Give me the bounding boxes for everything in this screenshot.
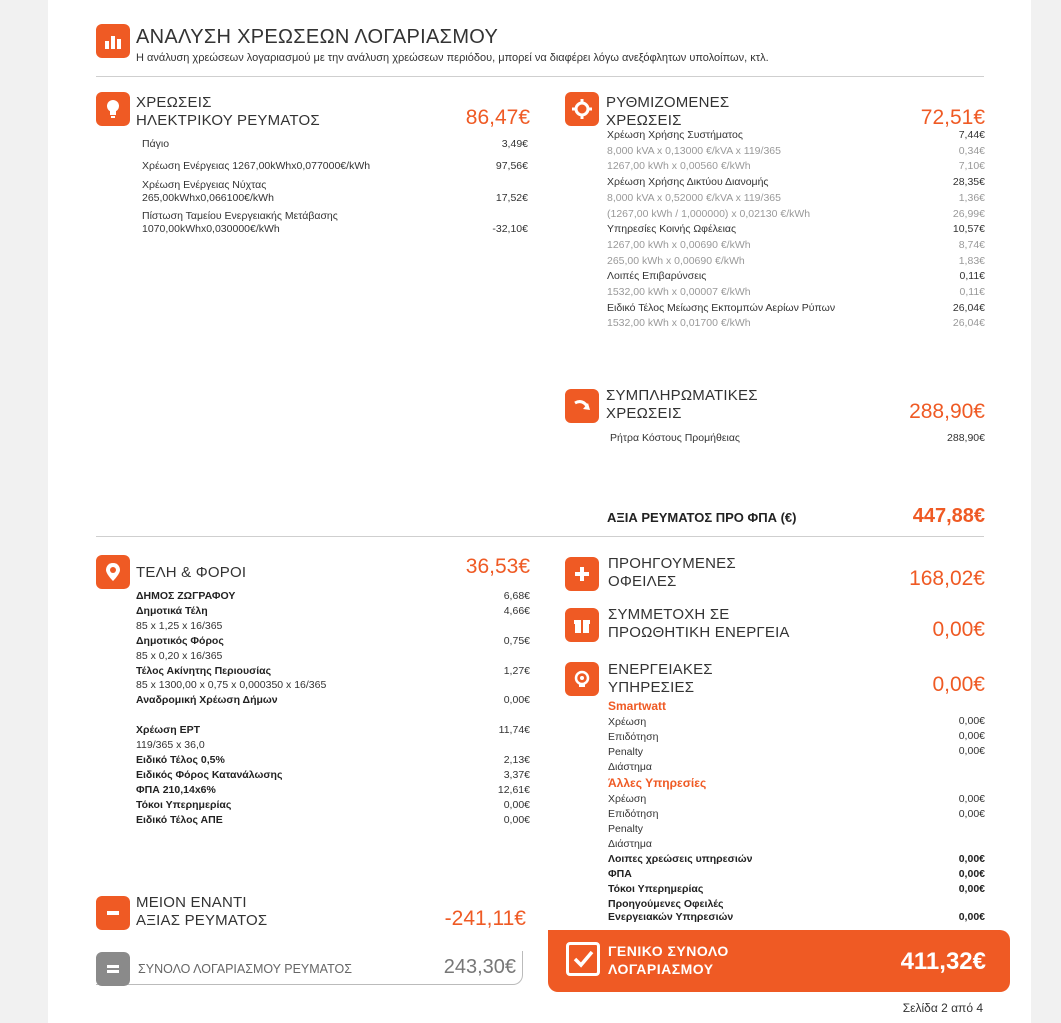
other-service-row-label: Επιδότηση bbox=[608, 808, 659, 820]
tax-row-value: 11,74€ bbox=[498, 724, 530, 737]
minus-amount: -241,11€ bbox=[444, 907, 526, 930]
elec-row-value: 97,56€ bbox=[495, 160, 528, 172]
regulated-row-label: Χρέωση Χρήσης Δικτύου Διανομής bbox=[607, 176, 769, 189]
previous-amount: 168,02€ bbox=[909, 567, 985, 590]
smartwatt-row-value: 0,00€ bbox=[958, 745, 985, 757]
smartwatt-row-label: Χρέωση bbox=[608, 716, 647, 728]
other-services-heading: Άλλες Υπηρεσίες bbox=[608, 776, 707, 790]
bill-total-value: 243,30€ bbox=[443, 956, 516, 978]
tax-row-value: 0,75€ bbox=[503, 634, 530, 647]
taxes-amount: 36,53€ bbox=[465, 555, 530, 578]
tax-row-label: 85 x 1,25 x 16/365 bbox=[136, 619, 223, 632]
elec-row-label: Χρέωση Ενέργειας 1267,00kWhx0,077000€/kWh bbox=[142, 160, 371, 172]
tax-row-label: ΦΠΑ 210,14x6% bbox=[136, 783, 216, 796]
page-number: Σελίδα 2 από 4 bbox=[902, 1001, 983, 1015]
energy-summary-label: ΦΠΑ bbox=[608, 868, 632, 880]
regulated-row-label: Λοιπές Επιβαρύνσεις bbox=[607, 270, 707, 283]
supplementary-row-label: Ρήτρα Κόστους Προμήθειας bbox=[610, 432, 740, 444]
smartwatt-row-value: 0,00€ bbox=[958, 730, 985, 742]
regulated-row-label: 1267,00 kWh x 0,00560 €/kWh bbox=[607, 160, 751, 173]
regulated-row-value: 10,57€ bbox=[952, 223, 985, 236]
regulated-row-label: Υπηρεσίες Κοινής Ωφέλειας bbox=[607, 223, 737, 236]
tax-row-label: Ειδικό Τέλος ΑΠΕ bbox=[136, 813, 223, 826]
regulated-row-value: 7,44€ bbox=[958, 129, 985, 141]
regulated-row-label: Ειδικό Τέλος Μείωσης Εκπομπών Αερίων Ρύπων bbox=[607, 301, 836, 314]
tax-row-label: 85 x 0,20 x 16/365 bbox=[136, 649, 223, 662]
chart-icon bbox=[96, 24, 130, 58]
bill-total-label: ΣΥΝΟΛΟ ΛΟΓΑΡΙΑΣΜΟΥ ΡΕΥΜΑΤΟΣ bbox=[138, 962, 352, 976]
tax-row-value: 3,37€ bbox=[503, 768, 530, 781]
regulated-row-value: 26,04€ bbox=[952, 317, 985, 330]
regulated-row-value: 28,35€ bbox=[952, 176, 985, 189]
smartwatt-row-label: Επιδότηση bbox=[608, 731, 659, 743]
regulated-row-label: (1267,00 kWh / 1,000000) x 0,02130 €/kWh bbox=[607, 207, 811, 220]
smartwatt-row-label: Διάστημα bbox=[608, 761, 653, 773]
energy-services-title: ΕΝΕΡΓΕΙΑΚΕΣ ΥΠΗΡΕΣΙΕΣ bbox=[608, 661, 713, 696]
tax-row-label: Αναδρομική Χρέωση Δήμων bbox=[136, 694, 278, 707]
tax-row-label: Ειδικός Φόρος Κατανάλωσης bbox=[136, 768, 283, 781]
other-service-row-label: Διάστημα bbox=[608, 838, 653, 850]
gear-icon bbox=[565, 92, 599, 126]
tax-row-value: 2,13€ bbox=[503, 753, 530, 766]
participation-title: ΣΥΜΜΕΤΟΧΗ ΣΕ ΠΡΟΩΘΗΤΙΚΗ ΕΝΕΡΓΕΙΑ bbox=[608, 606, 790, 641]
electricity-title: ΧΡΕΩΣΕΙΣ ΗΛΕΚΤΡΙΚΟΥ ΡΕΥΜΑΤΟΣ bbox=[136, 94, 320, 129]
regulated-row-value: 8,74€ bbox=[958, 238, 985, 251]
tax-row-label: ΔΗΜΟΣ ΖΩΓΡΑΦΟΥ bbox=[136, 590, 236, 602]
energy-services-icon bbox=[565, 662, 599, 696]
tax-row-value: 1,27€ bbox=[503, 664, 530, 677]
elec-row-label: Πίστωση Ταμείου Ενεργειακής Μετάβασης 1070,00kWhx0,030000€/kWh bbox=[142, 210, 338, 235]
tax-row-label: Τέλος Ακίνητης Περιουσίας bbox=[136, 664, 272, 677]
taxes-title: ΤΕΛΗ & ΦΟΡΟΙ bbox=[136, 564, 247, 581]
tax-row-value: 0,00€ bbox=[503, 798, 530, 811]
energy-prev-debt-label: Προηγούμενες Οφειλές bbox=[608, 898, 724, 910]
page-title: ΑΝΑΛΥΣΗ ΧΡΕΩΣΕΩΝ ΛΟΓΑΡΙΑΣΜΟΥ bbox=[136, 26, 499, 48]
arrow-curve-icon bbox=[565, 389, 599, 423]
tax-row-value: 6,68€ bbox=[503, 590, 530, 602]
tax-row-value: 12,61€ bbox=[497, 783, 530, 796]
subtotal-label: ΑΞΙΑ ΡΕΥΜΑΤΟΣ ΠΡΟ ΦΠΑ (€) bbox=[607, 510, 797, 525]
regulated-row-value: 1,83€ bbox=[958, 254, 985, 267]
tax-row-value: 4,66€ bbox=[503, 604, 530, 617]
elec-row-value: 17,52€ bbox=[495, 192, 528, 204]
other-service-row-value: 0,00€ bbox=[958, 808, 985, 820]
other-service-row-label: Penalty bbox=[608, 823, 644, 835]
grand-total-value: 411,32€ bbox=[900, 948, 986, 975]
regulated-row-label: 8,000 kVA x 0,13000 €/kVA x 119/365 bbox=[607, 144, 781, 157]
supplementary-title: ΣΥΜΠΛΗΡΩΜΑΤΙΚΕΣ ΧΡΕΩΣΕΙΣ bbox=[606, 387, 758, 422]
regulated-row-label: 1267,00 kWh x 0,00690 €/kWh bbox=[607, 238, 751, 251]
energy-summary-value: 0,00€ bbox=[958, 883, 985, 895]
tax-row-label: 85 x 1300,00 x 0,75 x 0,000350 x 16/365 bbox=[136, 679, 327, 692]
other-service-row-label: Χρέωση bbox=[608, 793, 647, 805]
tax-row-label: Χρέωση ΕΡΤ bbox=[136, 724, 201, 737]
supplementary-amount: 288,90€ bbox=[909, 400, 985, 423]
subtotal-value: 447,88€ bbox=[912, 505, 985, 527]
elec-row-label: Χρέωση Ενέργειας Νύχτας 265,00kWhx0,066100€/kWh bbox=[142, 179, 274, 204]
regulated-row-value: 0,11€ bbox=[959, 270, 985, 283]
other-service-row-value: 0,00€ bbox=[958, 793, 985, 805]
supplementary-row-value: 288,90€ bbox=[947, 432, 985, 444]
grand-total-title: ΓΕΝΙΚΟ ΣΥΝΟΛΟ ΛΟΓΑΡΙΑΣΜΟΥ bbox=[608, 943, 729, 977]
previous-title: ΠΡΟΗΓΟΥΜΕΝΕΣ ΟΦΕΙΛΕΣ bbox=[608, 555, 736, 590]
elec-row-label: Πάγιο bbox=[142, 138, 170, 150]
regulated-row-value: 0,34€ bbox=[958, 144, 985, 157]
regulated-title: ΡΥΘΜΙΖΟΜΕΝΕΣ ΧΡΕΩΣΕΙΣ bbox=[606, 94, 730, 129]
gift-icon bbox=[565, 608, 599, 642]
energy-summary-label: Λοιπες χρεώσεις υπηρεσιών bbox=[608, 853, 753, 865]
minus-title: ΜΕΙΟΝ ΕΝΑΝΤΙ ΑΞΙΑΣ ΡΕΥΜΑΤΟΣ bbox=[136, 894, 268, 929]
regulated-row-label: Χρέωση Χρήσης Συστήματος bbox=[607, 129, 743, 141]
energy-summary-value: 0,00€ bbox=[958, 853, 985, 865]
header-divider bbox=[96, 76, 984, 77]
minus-icon bbox=[96, 896, 130, 930]
smartwatt-row-value: 0,00€ bbox=[958, 715, 985, 727]
participation-amount: 0,00€ bbox=[932, 618, 985, 641]
elec-row-value: -32,10€ bbox=[492, 223, 528, 235]
tax-row-label: Δημοτικά Τέλη bbox=[136, 604, 208, 617]
tax-row-label: Ειδικό Τέλος 0,5% bbox=[136, 753, 225, 766]
smartwatt-row-label: Penalty bbox=[608, 746, 644, 758]
regulated-row-label: 8,000 kVA x 0,52000 €/kVA x 119/365 bbox=[607, 191, 781, 204]
smartwatt-heading: Smartwatt bbox=[608, 699, 667, 713]
regulated-row-value: 0,11€ bbox=[959, 286, 985, 298]
electricity-amount: 86,47€ bbox=[465, 106, 530, 129]
tax-row-value: 0,00€ bbox=[503, 694, 530, 707]
regulated-row-value: 7,10€ bbox=[958, 160, 985, 173]
bulb-icon bbox=[96, 92, 130, 126]
middle-divider bbox=[96, 536, 984, 537]
energy-summary-label: Τόκοι Υπερημερίας bbox=[608, 883, 704, 895]
energy-services-amount: 0,00€ bbox=[932, 673, 985, 696]
tax-row-value: 0,00€ bbox=[503, 813, 530, 826]
bill-page bbox=[48, 0, 1031, 1023]
regulated-row-value: 1,36€ bbox=[958, 191, 985, 204]
check-icon bbox=[566, 942, 600, 976]
regulated-amount: 72,51€ bbox=[920, 106, 985, 129]
regulated-row-label: 1532,00 kWh x 0,00007 €/kWh bbox=[607, 286, 751, 298]
equals-icon bbox=[96, 952, 130, 986]
plus-icon bbox=[565, 557, 599, 591]
tax-row-label: Τόκοι Υπερημερίας bbox=[136, 798, 232, 811]
location-pin-icon bbox=[96, 555, 130, 589]
energy-summary-value: 0,00€ bbox=[958, 868, 985, 880]
tax-row-label: 119/365 x 36,0 bbox=[136, 739, 205, 751]
elec-row-value: 3,49€ bbox=[501, 138, 528, 150]
page-subtitle: Η ανάλυση χρεώσεων λογαριασμού με την ανάλυση χρεώσεων περιόδου, μπορεί να διαφέρει λόγω ανεξόφλητων υπολοίπων, κτλ. bbox=[136, 52, 769, 64]
energy-prev-debt-label: Ενεργειακών Υπηρεσιών bbox=[608, 911, 734, 923]
regulated-row-value: 26,99€ bbox=[952, 207, 985, 220]
regulated-row-label: 1532,00 kWh x 0,01700 €/kWh bbox=[607, 317, 751, 330]
tax-row-label: Δημοτικός Φόρος bbox=[136, 634, 224, 647]
energy-prev-debt-value: 0,00€ bbox=[958, 911, 985, 923]
regulated-row-label: 265,00 kWh x 0,00690 €/kWh bbox=[607, 254, 745, 267]
regulated-row-value: 26,04€ bbox=[952, 301, 985, 314]
